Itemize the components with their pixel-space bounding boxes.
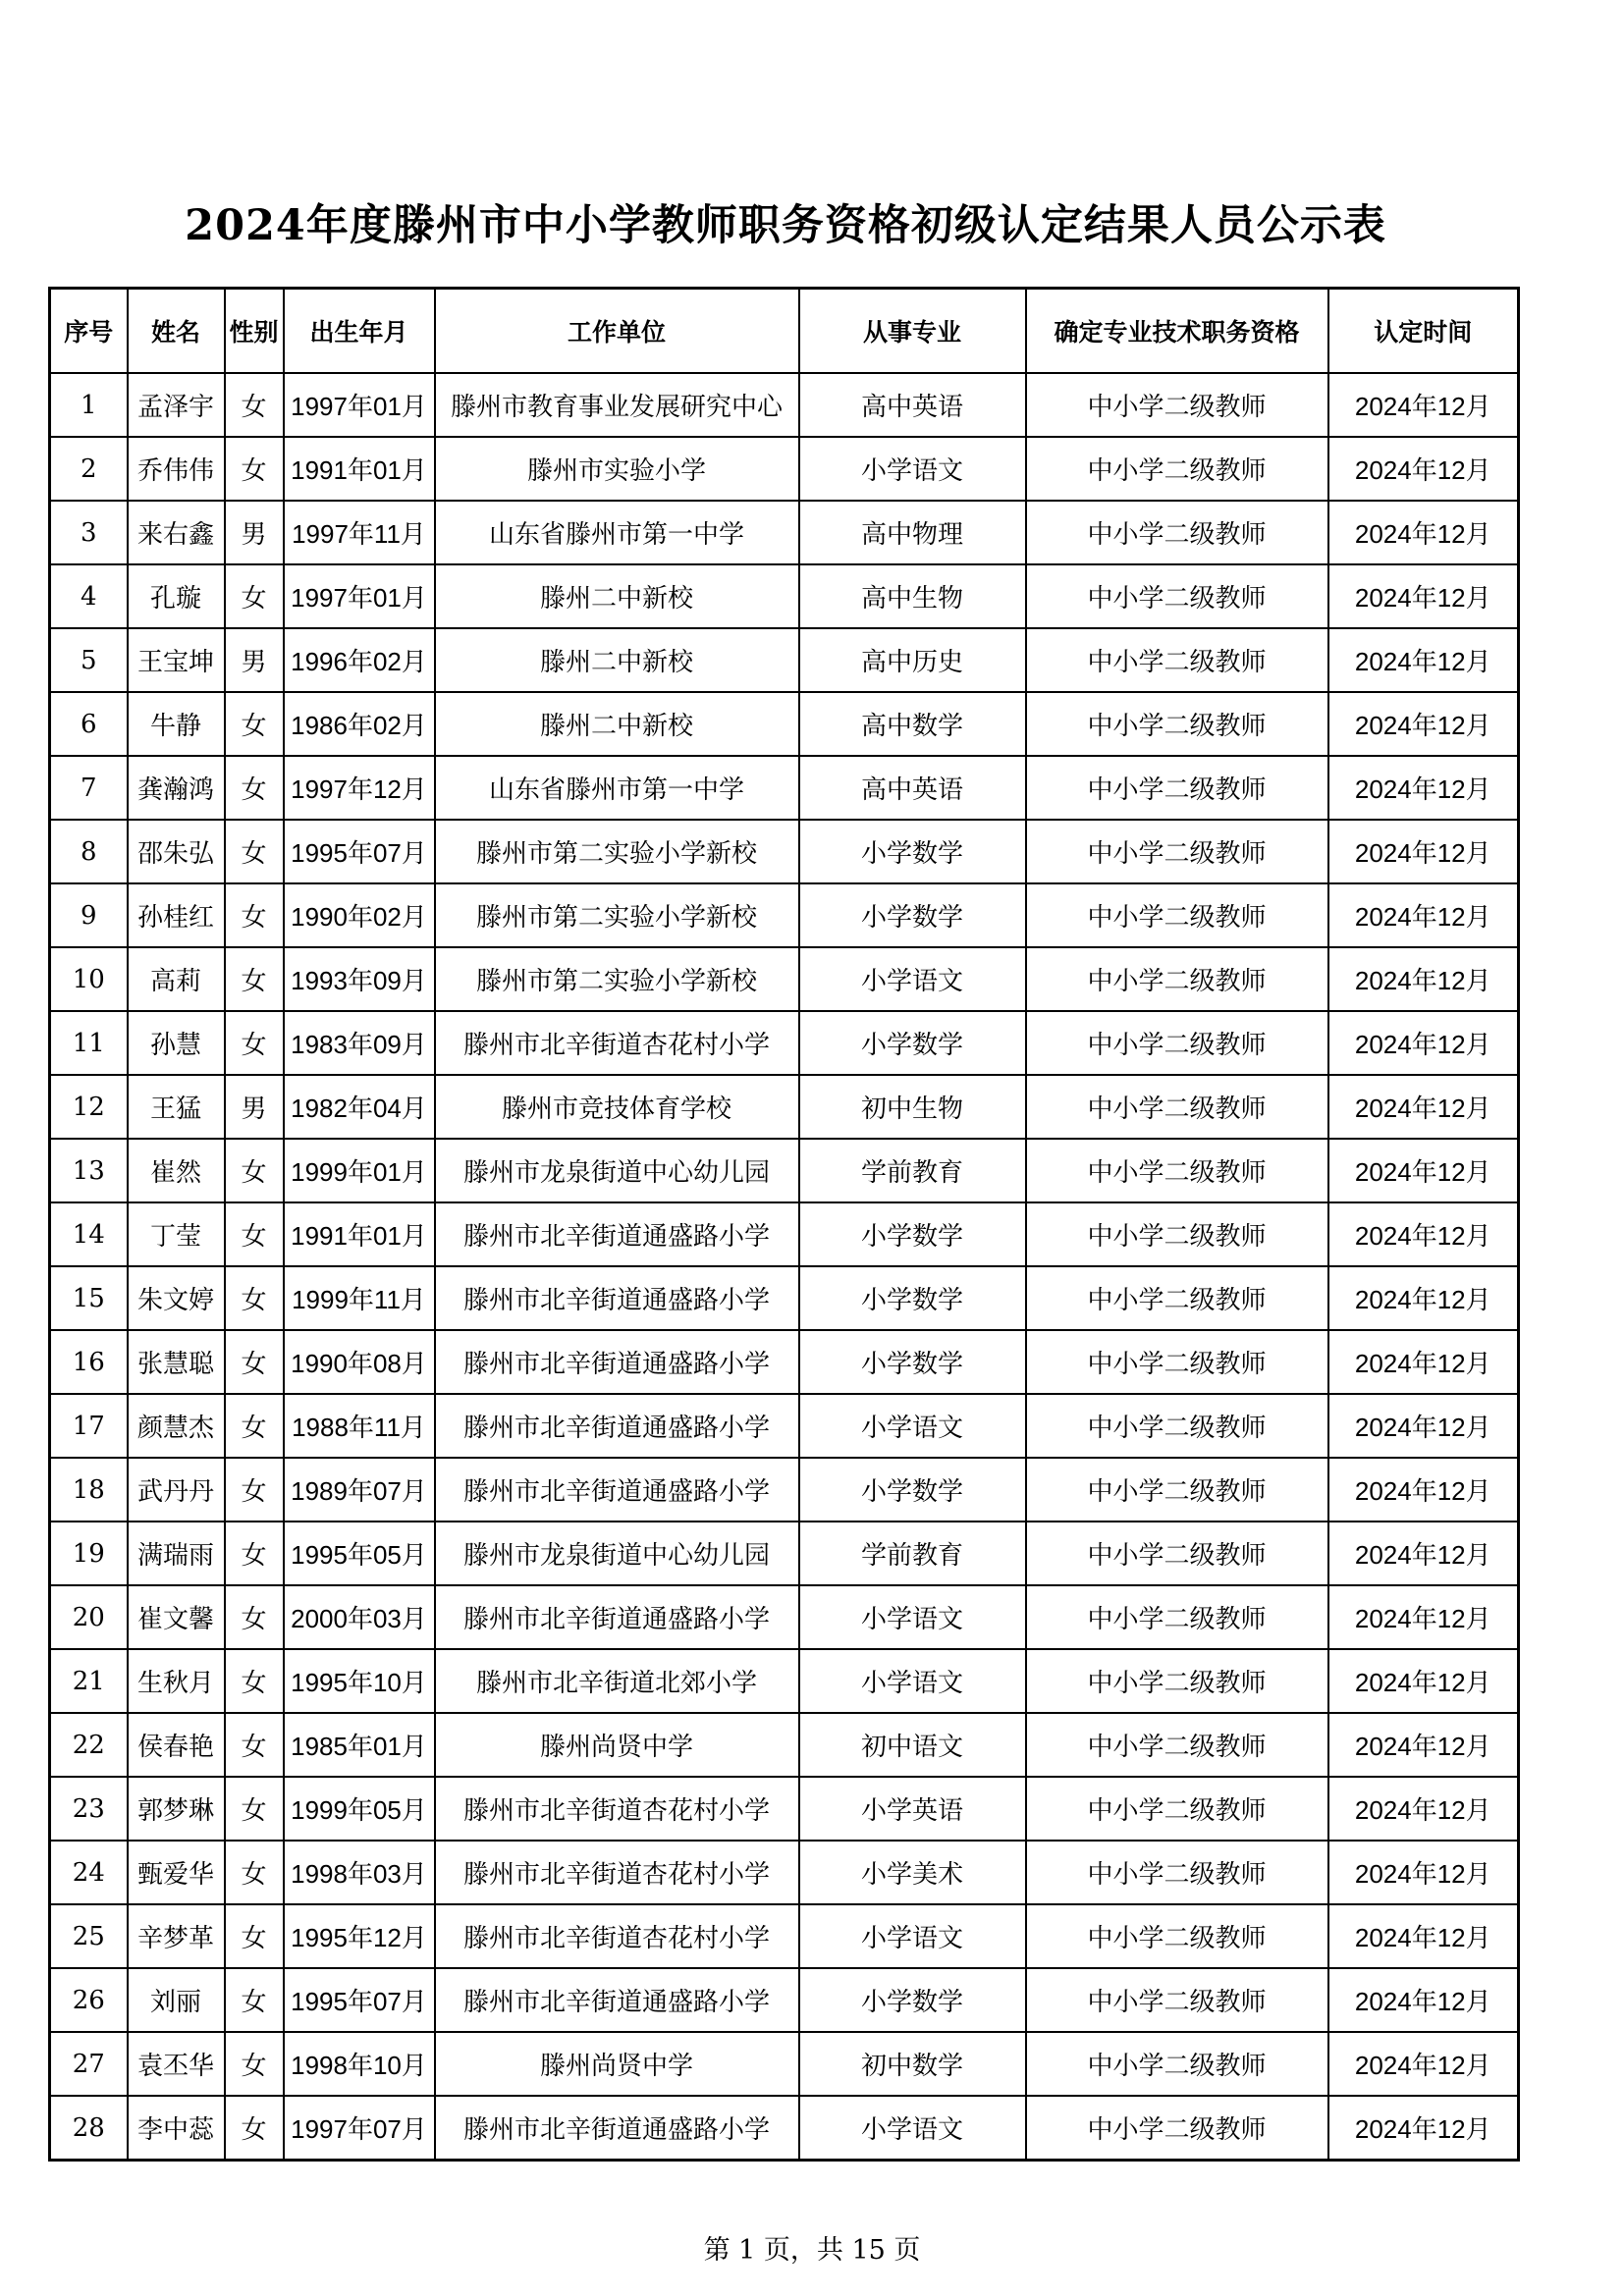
cell-qualification: 中小学二级教师: [1026, 564, 1328, 628]
cell-index: 28: [50, 2096, 128, 2161]
cell-name: 邵朱弘: [128, 820, 225, 883]
cell-qualification: 中小学二级教师: [1026, 1777, 1328, 1841]
cell-index: 4: [50, 564, 128, 628]
cell-date: 2024年12月: [1328, 2032, 1519, 2096]
table-row: [50, 1330, 1519, 1394]
cell-unit: 滕州市北辛街道杏花村小学: [435, 1777, 799, 1841]
cell-unit: 滕州市第二实验小学新校: [435, 883, 799, 947]
roster-table: [48, 287, 1520, 2162]
header-row: [50, 289, 1519, 374]
table-row: [50, 1011, 1519, 1075]
cell-date: 2024年12月: [1328, 2096, 1519, 2161]
cell-unit: 滕州市北辛街道通盛路小学: [435, 1458, 799, 1522]
cell-gender: 男: [225, 501, 284, 564]
cell-index: 16: [50, 1330, 128, 1394]
cell-index: 18: [50, 1458, 128, 1522]
cell-subject: 小学语文: [799, 1585, 1026, 1649]
cell-subject: 小学语文: [799, 1649, 1026, 1713]
cell-gender: 男: [225, 1075, 284, 1139]
cell-index: 21: [50, 1649, 128, 1713]
cell-name: 崔然: [128, 1139, 225, 1202]
cell-subject: 小学语文: [799, 437, 1026, 501]
table-row: [50, 1904, 1519, 1968]
cell-name: 来右鑫: [128, 501, 225, 564]
cell-date: 2024年12月: [1328, 373, 1519, 437]
cell-birth: 1997年12月: [284, 756, 435, 820]
cell-birth: 1989年07月: [284, 1458, 435, 1522]
cell-name: 满瑞雨: [128, 1522, 225, 1585]
cell-birth: 1998年03月: [284, 1841, 435, 1904]
header-birth: 出生年月: [284, 289, 435, 374]
cell-index: 23: [50, 1777, 128, 1841]
cell-birth: 1997年07月: [284, 2096, 435, 2161]
cell-name: 孙桂红: [128, 883, 225, 947]
cell-unit: 山东省滕州市第一中学: [435, 756, 799, 820]
cell-gender: 女: [225, 820, 284, 883]
cell-qualification: 中小学二级教师: [1026, 820, 1328, 883]
cell-birth: 1985年01月: [284, 1713, 435, 1777]
cell-birth: 1991年01月: [284, 437, 435, 501]
cell-birth: 1999年11月: [284, 1266, 435, 1330]
table-row: [50, 692, 1519, 756]
header-subject: 从事专业: [799, 289, 1026, 374]
cell-subject: 小学英语: [799, 1777, 1026, 1841]
cell-date: 2024年12月: [1328, 947, 1519, 1011]
cell-gender: 男: [225, 628, 284, 692]
cell-date: 2024年12月: [1328, 1330, 1519, 1394]
cell-unit: 滕州市北辛街道杏花村小学: [435, 1904, 799, 1968]
cell-subject: 小学语文: [799, 947, 1026, 1011]
cell-gender: 女: [225, 1841, 284, 1904]
cell-gender: 女: [225, 947, 284, 1011]
cell-unit: 滕州市北辛街道通盛路小学: [435, 1394, 799, 1458]
cell-unit: 滕州二中新校: [435, 692, 799, 756]
cell-birth: 1999年01月: [284, 1139, 435, 1202]
cell-date: 2024年12月: [1328, 628, 1519, 692]
cell-qualification: 中小学二级教师: [1026, 1139, 1328, 1202]
cell-birth: 1993年09月: [284, 947, 435, 1011]
cell-subject: 高中物理: [799, 501, 1026, 564]
cell-date: 2024年12月: [1328, 564, 1519, 628]
table-row: [50, 2096, 1519, 2161]
cell-birth: 1991年01月: [284, 1202, 435, 1266]
cell-qualification: 中小学二级教师: [1026, 1011, 1328, 1075]
header-qualification: 确定专业技术职务资格: [1026, 289, 1328, 374]
cell-birth: 2000年03月: [284, 1585, 435, 1649]
cell-birth: 1995年07月: [284, 820, 435, 883]
cell-birth: 1998年10月: [284, 2032, 435, 2096]
cell-date: 2024年12月: [1328, 1522, 1519, 1585]
table-row: [50, 1266, 1519, 1330]
cell-date: 2024年12月: [1328, 1458, 1519, 1522]
cell-index: 11: [50, 1011, 128, 1075]
header-unit: 工作单位: [435, 289, 799, 374]
cell-name: 刘丽: [128, 1968, 225, 2032]
cell-index: 3: [50, 501, 128, 564]
cell-gender: 女: [225, 1968, 284, 2032]
cell-name: 朱文婷: [128, 1266, 225, 1330]
cell-index: 27: [50, 2032, 128, 2096]
cell-name: 龚瀚鸿: [128, 756, 225, 820]
cell-name: 甄爱华: [128, 1841, 225, 1904]
cell-index: 5: [50, 628, 128, 692]
cell-name: 牛静: [128, 692, 225, 756]
cell-name: 高莉: [128, 947, 225, 1011]
cell-date: 2024年12月: [1328, 1841, 1519, 1904]
table-row: [50, 437, 1519, 501]
cell-birth: 1990年08月: [284, 1330, 435, 1394]
cell-date: 2024年12月: [1328, 1649, 1519, 1713]
cell-unit: 滕州市第二实验小学新校: [435, 820, 799, 883]
table-row: [50, 947, 1519, 1011]
cell-qualification: 中小学二级教师: [1026, 2032, 1328, 2096]
cell-gender: 女: [225, 2032, 284, 2096]
cell-index: 26: [50, 1968, 128, 2032]
cell-qualification: 中小学二级教师: [1026, 1330, 1328, 1394]
cell-date: 2024年12月: [1328, 437, 1519, 501]
table-row: [50, 1139, 1519, 1202]
cell-qualification: 中小学二级教师: [1026, 1841, 1328, 1904]
cell-name: 辛梦革: [128, 1904, 225, 1968]
cell-subject: 小学数学: [799, 1968, 1026, 2032]
cell-date: 2024年12月: [1328, 1585, 1519, 1649]
cell-date: 2024年12月: [1328, 756, 1519, 820]
cell-subject: 小学语文: [799, 2096, 1026, 2161]
table-row: [50, 1458, 1519, 1522]
cell-unit: 滕州市教育事业发展研究中心: [435, 373, 799, 437]
cell-subject: 高中英语: [799, 373, 1026, 437]
cell-birth: 1997年11月: [284, 501, 435, 564]
table-row: [50, 628, 1519, 692]
table-row: [50, 883, 1519, 947]
cell-unit: 滕州二中新校: [435, 628, 799, 692]
cell-date: 2024年12月: [1328, 1139, 1519, 1202]
cell-name: 袁丕华: [128, 2032, 225, 2096]
cell-subject: 高中数学: [799, 692, 1026, 756]
cell-subject: 学前教育: [799, 1522, 1026, 1585]
table-row: [50, 564, 1519, 628]
header-index: 序号: [50, 289, 128, 374]
cell-birth: 1995年07月: [284, 1968, 435, 2032]
cell-name: 侯春艳: [128, 1713, 225, 1777]
cell-index: 19: [50, 1522, 128, 1585]
cell-qualification: 中小学二级教师: [1026, 373, 1328, 437]
cell-unit: 滕州市北辛街道通盛路小学: [435, 1202, 799, 1266]
cell-unit: 滕州市北辛街道通盛路小学: [435, 1266, 799, 1330]
cell-gender: 女: [225, 883, 284, 947]
cell-date: 2024年12月: [1328, 1266, 1519, 1330]
table-row: [50, 1968, 1519, 2032]
cell-index: 13: [50, 1139, 128, 1202]
cell-subject: 初中语文: [799, 1713, 1026, 1777]
cell-name: 孟泽宇: [128, 373, 225, 437]
cell-qualification: 中小学二级教师: [1026, 1458, 1328, 1522]
cell-birth: 1982年04月: [284, 1075, 435, 1139]
cell-birth: 1997年01月: [284, 373, 435, 437]
cell-index: 7: [50, 756, 128, 820]
cell-gender: 女: [225, 1011, 284, 1075]
table-row: [50, 373, 1519, 437]
cell-gender: 女: [225, 1522, 284, 1585]
cell-name: 李中蕊: [128, 2096, 225, 2161]
cell-birth: 1995年12月: [284, 1904, 435, 1968]
cell-date: 2024年12月: [1328, 1904, 1519, 1968]
cell-subject: 高中生物: [799, 564, 1026, 628]
cell-date: 2024年12月: [1328, 1394, 1519, 1458]
cell-date: 2024年12月: [1328, 1075, 1519, 1139]
cell-qualification: 中小学二级教师: [1026, 1075, 1328, 1139]
header-name: 姓名: [128, 289, 225, 374]
cell-qualification: 中小学二级教师: [1026, 1394, 1328, 1458]
cell-index: 2: [50, 437, 128, 501]
cell-subject: 初中生物: [799, 1075, 1026, 1139]
cell-name: 张慧聪: [128, 1330, 225, 1394]
cell-unit: 滕州市北辛街道杏花村小学: [435, 1841, 799, 1904]
cell-subject: 小学数学: [799, 1202, 1026, 1266]
cell-name: 王宝坤: [128, 628, 225, 692]
cell-gender: 女: [225, 373, 284, 437]
cell-gender: 女: [225, 1777, 284, 1841]
cell-name: 丁莹: [128, 1202, 225, 1266]
cell-birth: 1983年09月: [284, 1011, 435, 1075]
cell-unit: 滕州市北辛街道通盛路小学: [435, 2096, 799, 2161]
table-row: [50, 1649, 1519, 1713]
cell-unit: 滕州市第二实验小学新校: [435, 947, 799, 1011]
cell-gender: 女: [225, 1713, 284, 1777]
cell-name: 乔伟伟: [128, 437, 225, 501]
cell-gender: 女: [225, 1394, 284, 1458]
cell-index: 8: [50, 820, 128, 883]
cell-subject: 小学数学: [799, 1330, 1026, 1394]
cell-subject: 小学数学: [799, 1266, 1026, 1330]
cell-birth: 1988年11月: [284, 1394, 435, 1458]
cell-subject: 学前教育: [799, 1139, 1026, 1202]
cell-qualification: 中小学二级教师: [1026, 1202, 1328, 1266]
cell-unit: 滕州市龙泉街道中心幼儿园: [435, 1522, 799, 1585]
cell-index: 1: [50, 373, 128, 437]
cell-subject: 小学数学: [799, 820, 1026, 883]
cell-date: 2024年12月: [1328, 1968, 1519, 2032]
cell-gender: 女: [225, 437, 284, 501]
cell-gender: 女: [225, 1458, 284, 1522]
cell-gender: 女: [225, 1904, 284, 1968]
cell-date: 2024年12月: [1328, 883, 1519, 947]
cell-gender: 女: [225, 2096, 284, 2161]
cell-unit: 滕州市北辛街道通盛路小学: [435, 1585, 799, 1649]
cell-subject: 小学美术: [799, 1841, 1026, 1904]
cell-unit: 滕州市竞技体育学校: [435, 1075, 799, 1139]
header-gender: 性别: [225, 289, 284, 374]
cell-birth: 1995年10月: [284, 1649, 435, 1713]
cell-date: 2024年12月: [1328, 692, 1519, 756]
table-row: [50, 1713, 1519, 1777]
cell-name: 孔璇: [128, 564, 225, 628]
cell-index: 10: [50, 947, 128, 1011]
cell-birth: 1997年01月: [284, 564, 435, 628]
cell-unit: 滕州市实验小学: [435, 437, 799, 501]
cell-qualification: 中小学二级教师: [1026, 1649, 1328, 1713]
cell-index: 24: [50, 1841, 128, 1904]
cell-name: 颜慧杰: [128, 1394, 225, 1458]
cell-birth: 1996年02月: [284, 628, 435, 692]
table-row: [50, 2032, 1519, 2096]
cell-unit: 滕州尚贤中学: [435, 2032, 799, 2096]
table-row: [50, 756, 1519, 820]
table-row: [50, 1841, 1519, 1904]
cell-birth: 1986年02月: [284, 692, 435, 756]
cell-index: 17: [50, 1394, 128, 1458]
cell-unit: 滕州市北辛街道北郊小学: [435, 1649, 799, 1713]
cell-qualification: 中小学二级教师: [1026, 1968, 1328, 2032]
cell-index: 25: [50, 1904, 128, 1968]
cell-gender: 女: [225, 564, 284, 628]
cell-unit: 滕州尚贤中学: [435, 1713, 799, 1777]
cell-gender: 女: [225, 1649, 284, 1713]
table-row: [50, 1075, 1519, 1139]
table-row: [50, 501, 1519, 564]
cell-gender: 女: [225, 692, 284, 756]
cell-index: 20: [50, 1585, 128, 1649]
cell-gender: 女: [225, 1202, 284, 1266]
cell-gender: 女: [225, 1266, 284, 1330]
cell-unit: 山东省滕州市第一中学: [435, 501, 799, 564]
cell-subject: 高中英语: [799, 756, 1026, 820]
cell-subject: 初中数学: [799, 2032, 1026, 2096]
cell-date: 2024年12月: [1328, 1713, 1519, 1777]
cell-subject: 小学数学: [799, 1458, 1026, 1522]
cell-subject: 小学语文: [799, 1394, 1026, 1458]
cell-qualification: 中小学二级教师: [1026, 2096, 1328, 2161]
cell-date: 2024年12月: [1328, 820, 1519, 883]
cell-birth: 1995年05月: [284, 1522, 435, 1585]
cell-name: 崔文馨: [128, 1585, 225, 1649]
cell-subject: 小学数学: [799, 883, 1026, 947]
table-row: [50, 820, 1519, 883]
cell-gender: 女: [225, 1139, 284, 1202]
cell-qualification: 中小学二级教师: [1026, 1904, 1328, 1968]
page-title: 2024年度滕州市中小学教师职务资格初级认定结果人员公示表: [185, 201, 1386, 250]
cell-gender: 女: [225, 756, 284, 820]
cell-qualification: 中小学二级教师: [1026, 1713, 1328, 1777]
cell-unit: 滕州二中新校: [435, 564, 799, 628]
page-footer: 第 1 页，共 15 页: [703, 2235, 921, 2266]
cell-qualification: 中小学二级教师: [1026, 1522, 1328, 1585]
cell-name: 郭梦琳: [128, 1777, 225, 1841]
cell-birth: 1999年05月: [284, 1777, 435, 1841]
cell-qualification: 中小学二级教师: [1026, 756, 1328, 820]
cell-date: 2024年12月: [1328, 501, 1519, 564]
cell-gender: 女: [225, 1330, 284, 1394]
cell-unit: 滕州市龙泉街道中心幼儿园: [435, 1139, 799, 1202]
header-date: 认定时间: [1328, 289, 1519, 374]
cell-index: 14: [50, 1202, 128, 1266]
cell-gender: 女: [225, 1585, 284, 1649]
cell-qualification: 中小学二级教师: [1026, 437, 1328, 501]
table-row: [50, 1394, 1519, 1458]
cell-subject: 高中历史: [799, 628, 1026, 692]
cell-unit: 滕州市北辛街道通盛路小学: [435, 1968, 799, 2032]
table-row: [50, 1522, 1519, 1585]
cell-qualification: 中小学二级教师: [1026, 628, 1328, 692]
cell-index: 22: [50, 1713, 128, 1777]
cell-qualification: 中小学二级教师: [1026, 1585, 1328, 1649]
table-row: [50, 1585, 1519, 1649]
cell-qualification: 中小学二级教师: [1026, 883, 1328, 947]
cell-subject: 小学语文: [799, 1904, 1026, 1968]
cell-index: 9: [50, 883, 128, 947]
cell-index: 6: [50, 692, 128, 756]
cell-qualification: 中小学二级教师: [1026, 1266, 1328, 1330]
cell-date: 2024年12月: [1328, 1202, 1519, 1266]
table-row: [50, 1777, 1519, 1841]
cell-unit: 滕州市北辛街道通盛路小学: [435, 1330, 799, 1394]
cell-qualification: 中小学二级教师: [1026, 501, 1328, 564]
cell-name: 王猛: [128, 1075, 225, 1139]
cell-name: 武丹丹: [128, 1458, 225, 1522]
cell-date: 2024年12月: [1328, 1011, 1519, 1075]
cell-name: 孙慧: [128, 1011, 225, 1075]
cell-name: 生秋月: [128, 1649, 225, 1713]
table-row: [50, 1202, 1519, 1266]
cell-subject: 小学数学: [799, 1011, 1026, 1075]
cell-date: 2024年12月: [1328, 1777, 1519, 1841]
cell-qualification: 中小学二级教师: [1026, 947, 1328, 1011]
cell-index: 15: [50, 1266, 128, 1330]
cell-qualification: 中小学二级教师: [1026, 692, 1328, 756]
cell-index: 12: [50, 1075, 128, 1139]
cell-birth: 1990年02月: [284, 883, 435, 947]
cell-unit: 滕州市北辛街道杏花村小学: [435, 1011, 799, 1075]
